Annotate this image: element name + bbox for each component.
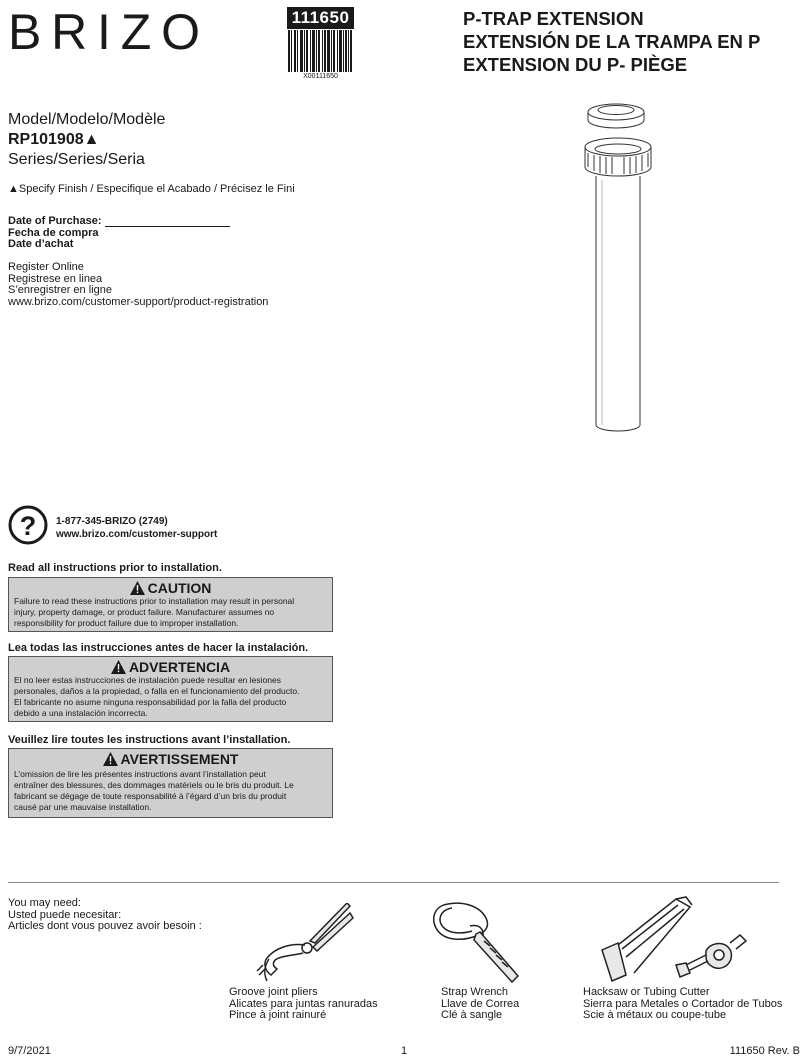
warning-triangle-icon: [103, 752, 118, 766]
footer-page-number: 1: [401, 1045, 408, 1057]
svg-text:BRIZO: BRIZO: [8, 6, 204, 52]
model-block: [8, 110, 165, 170]
tool-pliers-en: Groove joint pliers: [229, 986, 318, 998]
advertencia-box: [8, 656, 333, 722]
barcode-icon: [288, 30, 352, 72]
avertissement-body: [9, 767, 332, 813]
tools-heading-es: Usted puede necesitar:: [8, 908, 122, 921]
advertencia-line: personales, daños a la propiedad, o falla en el funcionamiento del producto.: [14, 686, 300, 696]
caution-title-text: CAUTION: [147, 580, 212, 596]
advertencia-line: El no leer estas instrucciones de instalación puede resultar en lesiones: [14, 675, 281, 685]
avertissement-line: entraîner des blessures, des dommages matériels ou le bris du produit. Le: [14, 780, 294, 790]
advertencia-line: debido a una instalación incorrecta.: [14, 708, 148, 718]
tool-hacksaw-en: Hacksaw or Tubing Cutter: [583, 986, 710, 998]
svg-text:?: ?: [19, 511, 37, 541]
caution-box: [8, 577, 333, 632]
read-instructions-es: Lea todas las instrucciones antes de hacer la instalación.: [8, 642, 309, 654]
help-phone[interactable]: 1-877-345-BRIZO (2749): [56, 516, 168, 527]
avertissement-box: [8, 748, 333, 818]
title-es: EXTENSIÓN DE LA TRAMPA EN P: [463, 31, 761, 52]
avertissement-line: fabricant se dégage de toute responsabilité à l’égard d’un bris du produit: [14, 791, 287, 801]
finish-note: ▲Specify Finish / Especifique el Acabado / Précisez le Fini: [8, 183, 295, 195]
title-fr: EXTENSION DU P- PIÈGE: [463, 54, 688, 75]
tools-heading: [8, 898, 202, 933]
tool-hacksaw: [583, 987, 782, 1022]
tool-pliers-fr: Pince à joint rainuré: [229, 1009, 327, 1021]
pliers-icon: [255, 903, 355, 983]
tool-pliers: [229, 987, 378, 1022]
product-title: [463, 7, 760, 76]
hacksaw-icon: [598, 895, 758, 985]
caution-body: [9, 596, 332, 629]
warning-triangle-icon: [130, 581, 145, 595]
avertissement-line: L’omission de lire les présentes instructions avant l’installation peut: [14, 769, 266, 779]
caution-line: injury, property damage, or product failure. Manufacturer assumes no: [14, 607, 275, 617]
caution-line: responsibility for product failure due to improper installation.: [14, 618, 239, 628]
strap-wrench-icon: [428, 896, 523, 984]
help-contact: [56, 515, 217, 541]
tool-hacksaw-es: Sierra para Metales o Cortador de Tubos: [583, 997, 783, 1010]
registration-url[interactable]: www.brizo.com/customer-support/product-registration: [8, 295, 269, 308]
document-code: 111650: [287, 7, 354, 29]
tool-strap-wrench-en: Strap Wrench: [441, 986, 509, 998]
register-online: Register Online: [8, 261, 84, 273]
fecha-label: Fecha de compra: [8, 226, 99, 239]
registrese-linea: Registrese en linea: [8, 272, 103, 285]
advertencia-title: [9, 659, 332, 675]
avertissement-line: causé par une mauvaise installation.: [14, 802, 152, 812]
section-divider: [8, 882, 779, 883]
date-of-purchase-label: Date of Purchase:: [8, 215, 102, 227]
read-instructions-fr: Veuillez lire toutes les instructions avant l’installation.: [8, 734, 291, 746]
help-url[interactable]: www.brizo.com/customer-support: [56, 529, 218, 540]
series-label: Series/Series/Seria: [8, 151, 145, 168]
enregistrer-ligne: S’enregistrer en ligne: [8, 284, 112, 296]
model-number: RP101908▲: [8, 131, 100, 148]
tool-hacksaw-fr: Scie à métaux ou coupe-tube: [583, 1009, 727, 1021]
barcode-number: X00111650: [303, 73, 338, 80]
tools-heading-en: You may need:: [8, 897, 81, 909]
date-blank-line: [105, 216, 230, 227]
avertissement-title: [9, 751, 332, 767]
read-instructions-en: Read all instructions prior to installation.: [8, 562, 222, 574]
advertencia-line: El fabricante no asume ninguna responsabilidad por la falla del producto: [14, 697, 287, 707]
avertissement-title-text: AVERTISSEMENT: [120, 751, 239, 767]
caution-title: [9, 580, 332, 596]
caution-line: Failure to read these instructions prior to installation may result in personal: [14, 596, 295, 606]
tool-strap-wrench: [441, 987, 519, 1022]
register-block: [8, 262, 268, 308]
p-trap-extension-illustration: [572, 100, 662, 435]
tool-strap-wrench-fr: Clé à sangle: [441, 1009, 503, 1021]
tools-heading-fr: Articles dont vous pouvez avoir besoin :: [8, 920, 202, 932]
advertencia-title-text: ADVERTENCIA: [128, 659, 231, 675]
brizo-logo: [8, 6, 208, 52]
footer-revision: 111650 Rev. B: [729, 1045, 800, 1057]
title-en: P-TRAP EXTENSION: [463, 8, 644, 29]
purchase-date-block: [8, 216, 230, 251]
tool-pliers-es: Alicates para juntas ranuradas: [229, 997, 378, 1010]
help-question-icon: [8, 505, 48, 545]
warning-triangle-icon: [111, 660, 126, 674]
footer-date: 9/7/2021: [8, 1045, 51, 1057]
tool-strap-wrench-es: Llave de Correa: [441, 997, 520, 1010]
advertencia-body: [9, 675, 332, 719]
model-label: Model/Modelo/Modèle: [8, 111, 166, 128]
date-achat-label: Date d’achat: [8, 238, 74, 250]
